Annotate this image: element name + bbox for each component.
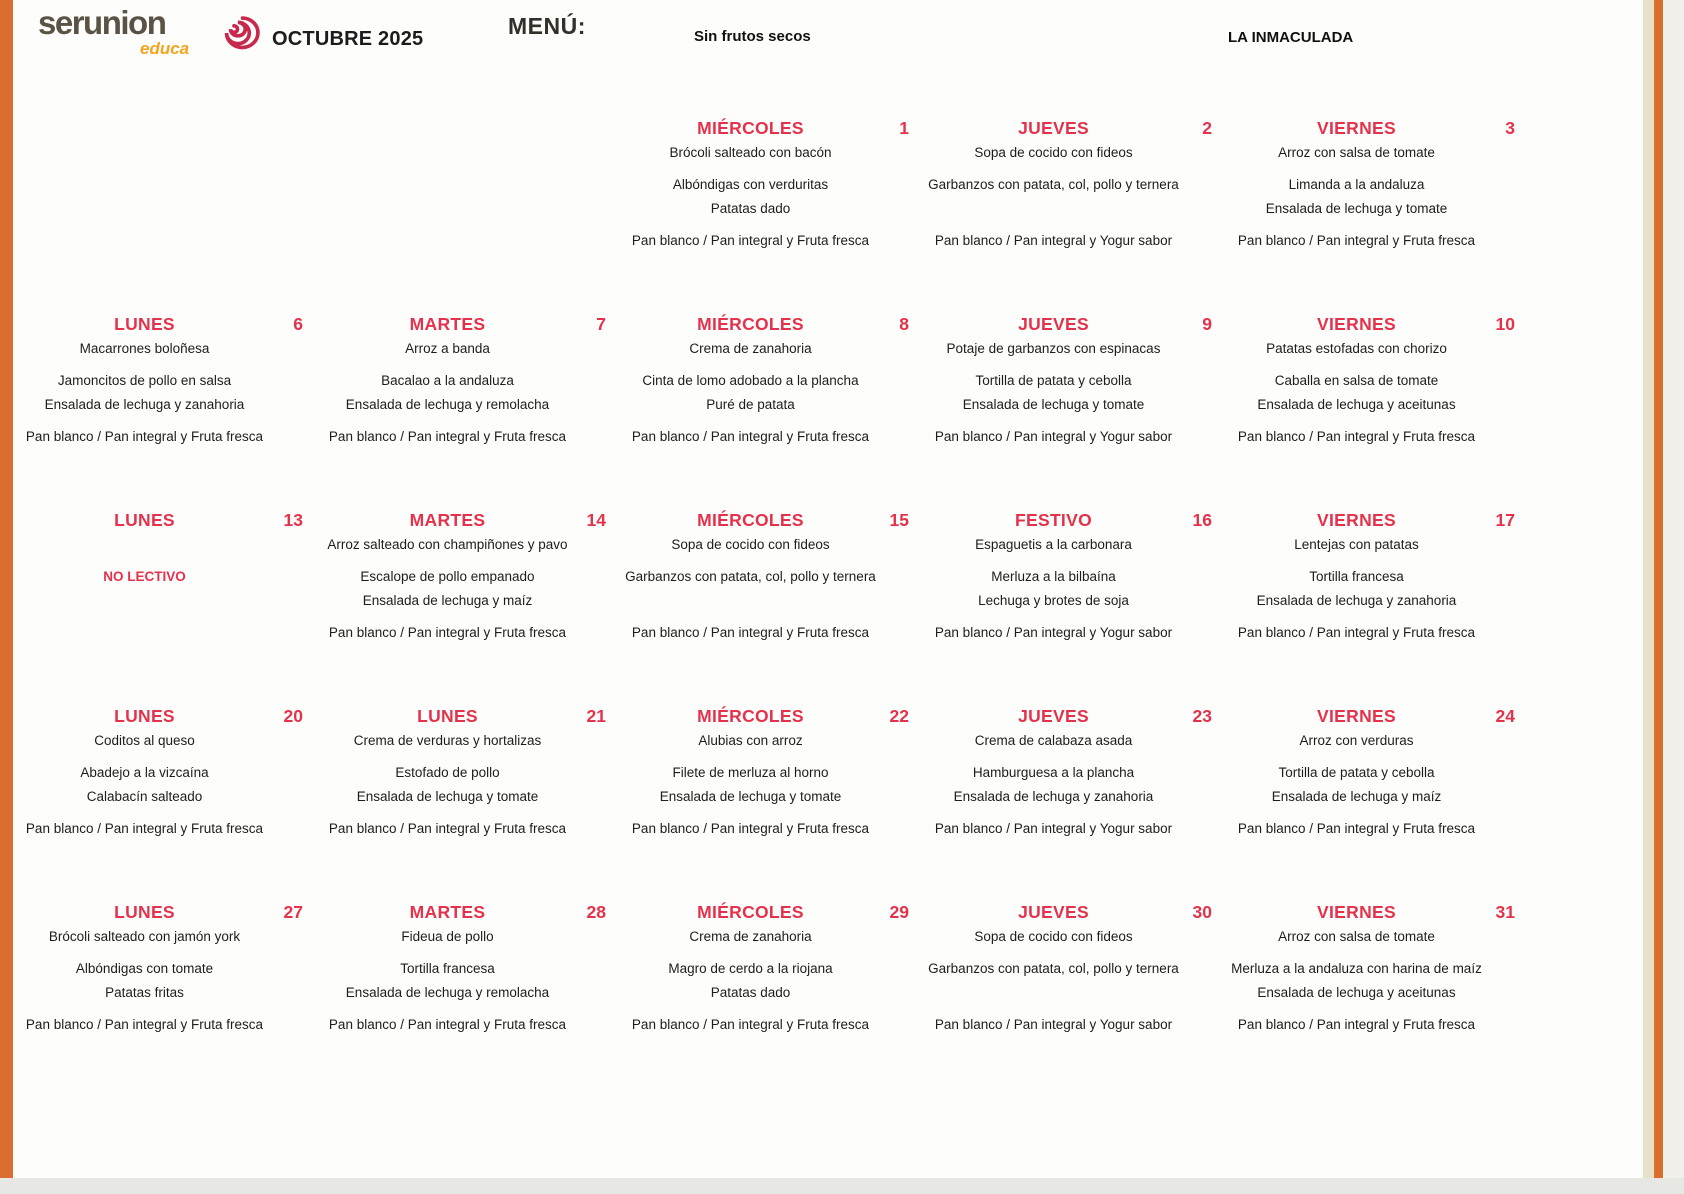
day-name: LUNES [114, 314, 175, 334]
menu-grid [18, 118, 1533, 1098]
day-number: 1 [899, 118, 909, 138]
day-cell [1230, 314, 1533, 510]
dish-side: Puré de patata [706, 397, 795, 412]
left-orange-border [0, 0, 13, 1194]
week-row [18, 510, 1533, 706]
day-number: 27 [283, 902, 303, 922]
dish-first-course: Crema de zanahoria [689, 929, 812, 944]
day-header [927, 706, 1230, 728]
day-header [927, 902, 1230, 924]
dish-second-course: Limanda a la andaluza [1288, 177, 1425, 192]
dish-second-course: Merluza a la andaluza con harina de maíz [1231, 961, 1482, 976]
day-name: VIERNES [1317, 902, 1396, 922]
day-cell [1230, 118, 1533, 314]
day-cell [927, 510, 1230, 706]
day-number: 21 [586, 706, 606, 726]
dish-side: Ensalada de lechuga y aceitunas [1257, 397, 1456, 412]
brand-name: serunion [38, 4, 166, 41]
dish-side: Lechuga y brotes de soja [978, 593, 1129, 608]
day-name: LUNES [114, 706, 175, 726]
day-header [1230, 314, 1533, 336]
day-number: 17 [1495, 510, 1515, 530]
day-name: JUEVES [1018, 902, 1089, 922]
dish-second-course: Abadejo a la vizcaína [80, 765, 209, 780]
dish-second-course: Merluza a la bilbaína [991, 569, 1116, 584]
day-cell [624, 510, 927, 706]
day-cell [927, 706, 1230, 902]
bread-dessert-line: Pan blanco / Pan integral y Fruta fresca [1237, 233, 1476, 248]
dish-side: Ensalada de lechuga y tomate [962, 397, 1145, 412]
dish-second-course: Caballa en salsa de tomate [1274, 373, 1439, 388]
dish-second-course: Hamburguesa a la plancha [972, 765, 1135, 780]
day-name: MIÉRCOLES [697, 902, 804, 922]
bread-dessert-line: Pan blanco / Pan integral y Fruta fresca [25, 821, 264, 836]
dish-first-course: Sopa de cocido con fideos [974, 145, 1133, 160]
day-number: 9 [1202, 314, 1212, 334]
day-header [624, 118, 927, 140]
dish-side: Ensalada de lechuga y maíz [362, 593, 533, 608]
dish-second-course: Garbanzos con patata, col, pollo y ternera [928, 177, 1179, 192]
day-name: MARTES [409, 510, 486, 530]
day-name: VIERNES [1317, 510, 1396, 530]
rose-icon [208, 2, 260, 59]
dish-second-course: Garbanzos con patata, col, pollo y ternera [625, 569, 876, 584]
bread-dessert-line: Pan blanco / Pan integral y Fruta fresca [328, 821, 567, 836]
week-row [18, 706, 1533, 902]
dish-side: Patatas fritas [105, 985, 184, 1000]
day-cell [321, 510, 624, 706]
bread-dessert-line: Pan blanco / Pan integral y Fruta fresca [631, 429, 870, 444]
dish-second-course: Garbanzos con patata, col, pollo y ternera [928, 961, 1179, 976]
day-header [927, 118, 1230, 140]
dish-second-course: Filete de merluza al horno [672, 765, 829, 780]
bread-dessert-line: Pan blanco / Pan integral y Yogur sabor [934, 429, 1173, 444]
day-number: 13 [283, 510, 303, 530]
day-number: 15 [889, 510, 909, 530]
dish-first-course: Brócoli salteado con jamón york [48, 929, 241, 944]
bread-dessert-line: Pan blanco / Pan integral y Fruta fresca [1237, 821, 1476, 836]
dish-first-course: Espaguetis a la carbonara [975, 537, 1132, 552]
day-number: 7 [596, 314, 606, 334]
day-cell [624, 118, 927, 314]
bread-dessert-line: Pan blanco / Pan integral y Yogur sabor [934, 625, 1173, 640]
dish-second-course: Albóndigas con verduritas [672, 177, 829, 192]
dish-side: Ensalada de lechuga y aceitunas [1257, 985, 1456, 1000]
day-cell [624, 706, 927, 902]
dish-second-course: Tortilla francesa [1309, 569, 1404, 584]
day-cell [1230, 706, 1533, 902]
dish-first-course: Potaje de garbanzos con espinacas [946, 341, 1161, 356]
day-name: FESTIVO [1015, 510, 1092, 530]
day-name: MARTES [409, 902, 486, 922]
dish-second-course: Tortilla de patata y cebolla [975, 373, 1132, 388]
day-name: VIERNES [1317, 706, 1396, 726]
bottom-scan-strip [0, 1178, 1684, 1194]
day-header [321, 510, 624, 532]
day-header [1230, 118, 1533, 140]
dish-side: Ensalada de lechuga y tomate [659, 789, 842, 804]
dish-side: Patatas dado [710, 201, 791, 216]
no-school-note: NO LECTIVO [103, 569, 186, 584]
dish-first-course: Crema de calabaza asada [974, 733, 1133, 748]
dish-side: Ensalada de lechuga y remolacha [345, 397, 550, 412]
dish-first-course: Alubias con arroz [698, 733, 803, 748]
serunion-logo [38, 6, 248, 66]
dish-side: Ensalada de lechuga y remolacha [345, 985, 550, 1000]
bread-dessert-line: Pan blanco / Pan integral y Yogur sabor [934, 821, 1173, 836]
brand-sub-label: educa [140, 39, 190, 58]
day-cell [1230, 510, 1533, 706]
day-cell [624, 314, 927, 510]
dish-first-course: Patatas estofadas con chorizo [1266, 341, 1447, 356]
dish-second-course: Cinta de lomo adobado a la plancha [642, 373, 859, 388]
dish-first-course: Sopa de cocido con fideos [974, 929, 1133, 944]
day-number: 22 [889, 706, 909, 726]
dish-first-course: Crema de zanahoria [689, 341, 812, 356]
day-header [1230, 706, 1533, 728]
dish-first-course: Arroz salteado con champiñones y pavo [327, 537, 568, 552]
day-name: JUEVES [1018, 118, 1089, 138]
day-header [18, 706, 321, 728]
day-name: MIÉRCOLES [697, 314, 804, 334]
day-name: VIERNES [1317, 118, 1396, 138]
dish-side: Ensalada de lechuga y zanahoria [44, 397, 245, 412]
day-number: 24 [1495, 706, 1515, 726]
menu-label: MENÚ: [508, 13, 586, 39]
day-header [1230, 510, 1533, 532]
day-number: 28 [586, 902, 606, 922]
day-name: JUEVES [1018, 314, 1089, 334]
day-number: 6 [293, 314, 303, 334]
day-cell [321, 902, 624, 1098]
bread-dessert-line: Pan blanco / Pan integral y Yogur sabor [934, 1017, 1173, 1032]
day-number: 16 [1192, 510, 1212, 530]
day-header [624, 706, 927, 728]
bread-dessert-line: Pan blanco / Pan integral y Fruta fresca [328, 1017, 567, 1032]
day-header [624, 902, 927, 924]
week-row [18, 314, 1533, 510]
day-number: 2 [1202, 118, 1212, 138]
dish-side: Calabacín salteado [86, 789, 203, 804]
day-cell [18, 902, 321, 1098]
diet-label: Sin frutos secos [694, 28, 811, 45]
day-cell-empty [18, 118, 321, 314]
day-number: 8 [899, 314, 909, 334]
bread-dessert-line: Pan blanco / Pan integral y Fruta fresca [631, 821, 870, 836]
day-name: MARTES [409, 314, 486, 334]
dish-side: Ensalada de lechuga y zanahoria [1256, 593, 1457, 608]
dish-side: Ensalada de lechuga y tomate [356, 789, 539, 804]
dish-first-course: Macarrones boloñesa [79, 341, 210, 356]
bread-dessert-line: Pan blanco / Pan integral y Fruta fresca [328, 429, 567, 444]
dish-second-course: Bacalao a la andaluza [381, 373, 514, 388]
bread-dessert-line: Pan blanco / Pan integral y Yogur sabor [934, 233, 1173, 248]
dish-first-course: Coditos al queso [94, 733, 195, 748]
day-cell [927, 118, 1230, 314]
bread-dessert-line: Pan blanco / Pan integral y Fruta fresca [1237, 429, 1476, 444]
day-cell [18, 706, 321, 902]
bread-dessert-line: Pan blanco / Pan integral y Fruta fresca [1237, 1017, 1476, 1032]
day-header [321, 706, 624, 728]
bread-dessert-line: Pan blanco / Pan integral y Fruta fresca [25, 429, 264, 444]
day-cell-empty [321, 118, 624, 314]
dish-first-course: Fideua de pollo [401, 929, 494, 944]
day-name: LUNES [114, 902, 175, 922]
day-number: 3 [1505, 118, 1515, 138]
dish-second-course: Tortilla de patata y cebolla [1278, 765, 1435, 780]
bread-dessert-line: Pan blanco / Pan integral y Fruta fresca [631, 1017, 870, 1032]
dish-first-course: Brócoli salteado con bacón [669, 145, 832, 160]
day-cell [927, 314, 1230, 510]
day-number: 14 [586, 510, 606, 530]
day-header [321, 314, 624, 336]
dish-side: Ensalada de lechuga y maíz [1271, 789, 1442, 804]
bread-dessert-line: Pan blanco / Pan integral y Fruta fresca [328, 625, 567, 640]
day-header [624, 314, 927, 336]
right-scan-margin [1663, 0, 1684, 1194]
dish-first-course: Crema de verduras y hortalizas [353, 733, 542, 748]
day-number: 30 [1192, 902, 1212, 922]
day-cell [1230, 902, 1533, 1098]
day-header [321, 902, 624, 924]
bread-dessert-line: Pan blanco / Pan integral y Fruta fresca [1237, 625, 1476, 640]
day-number: 31 [1495, 902, 1515, 922]
day-header [927, 510, 1230, 532]
day-number: 20 [283, 706, 303, 726]
day-header [18, 902, 321, 924]
day-name: LUNES [114, 510, 175, 530]
day-name: MIÉRCOLES [697, 706, 804, 726]
day-name: JUEVES [1018, 706, 1089, 726]
day-name: LUNES [417, 706, 478, 726]
school-name: LA INMACULADA [1228, 29, 1354, 46]
week-row [18, 902, 1533, 1098]
day-name: MIÉRCOLES [697, 510, 804, 530]
day-number: 10 [1495, 314, 1515, 334]
dish-side: Ensalada de lechuga y tomate [1265, 201, 1448, 216]
dish-first-course: Arroz con salsa de tomate [1278, 929, 1435, 944]
dish-second-course: Magro de cerdo a la riojana [668, 961, 833, 976]
day-header [18, 510, 321, 532]
dish-first-course: Arroz a banda [405, 341, 490, 356]
dish-side: Patatas dado [710, 985, 791, 1000]
day-cell [18, 314, 321, 510]
dish-second-course: Estofado de pollo [395, 765, 500, 780]
dish-first-course: Sopa de cocido con fideos [671, 537, 830, 552]
day-cell [321, 314, 624, 510]
dish-second-course: Jamoncitos de pollo en salsa [57, 373, 232, 388]
day-cell [624, 902, 927, 1098]
day-header [18, 314, 321, 336]
dish-first-course: Lentejas con patatas [1294, 537, 1419, 552]
day-header [1230, 902, 1533, 924]
day-header [624, 510, 927, 532]
right-cream-strip [1643, 0, 1654, 1185]
dish-second-course: Tortilla francesa [400, 961, 495, 976]
month-title: OCTUBRE 2025 [272, 28, 424, 50]
right-orange-border [1654, 0, 1663, 1185]
day-cell [18, 510, 321, 706]
week-row [18, 118, 1533, 314]
dish-first-course: Arroz con verduras [1299, 733, 1414, 748]
day-cell [321, 706, 624, 902]
bread-dessert-line: Pan blanco / Pan integral y Fruta fresca [631, 233, 870, 248]
dish-second-course: Albóndigas con tomate [75, 961, 214, 976]
day-number: 29 [889, 902, 909, 922]
dish-side: Ensalada de lechuga y zanahoria [953, 789, 1154, 804]
day-name: MIÉRCOLES [697, 118, 804, 138]
bread-dessert-line: Pan blanco / Pan integral y Fruta fresca [25, 1017, 264, 1032]
day-cell [927, 902, 1230, 1098]
dish-second-course: Escalope de pollo empanado [360, 569, 535, 584]
day-name: VIERNES [1317, 314, 1396, 334]
day-number: 23 [1192, 706, 1212, 726]
header [0, 0, 1684, 112]
bread-dessert-line: Pan blanco / Pan integral y Fruta fresca [631, 625, 870, 640]
dish-first-course: Arroz con salsa de tomate [1278, 145, 1435, 160]
day-header [927, 314, 1230, 336]
